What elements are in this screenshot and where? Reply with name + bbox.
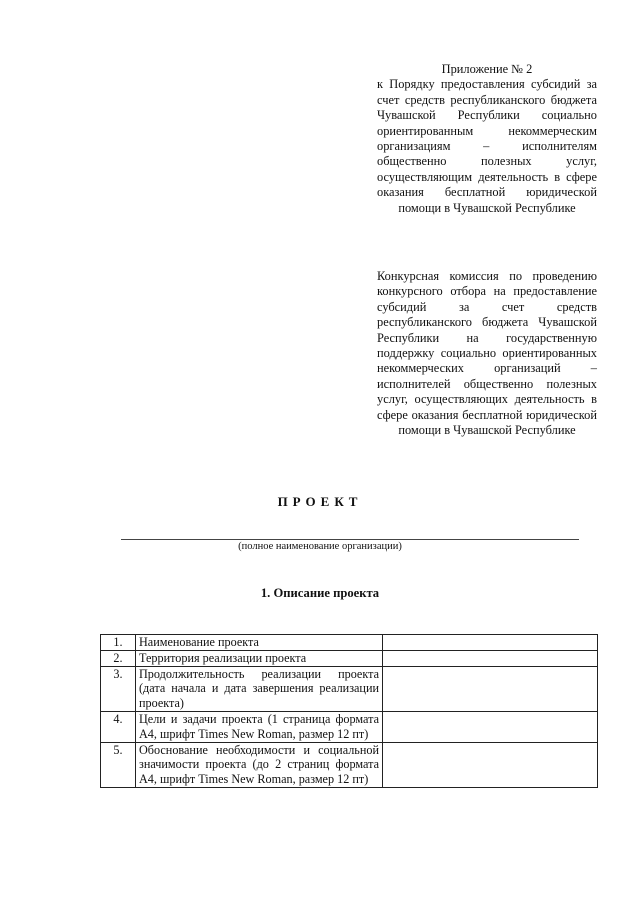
row-number: 2.	[101, 650, 136, 666]
project-description-table	[100, 634, 598, 788]
organization-name-caption: (полное наименование организации)	[238, 541, 402, 552]
row-number: 1.	[101, 635, 136, 651]
appendix-text: к Порядку предоставления субсидий за счет средств республиканского бюджета Чувашской Республики социально ориентированным некоммерческим организациям – исполнителям общественно полезных услуг, осуществляющим деятельность в сфере оказания бесплатной юридической помощи в Чувашской Республике	[377, 77, 597, 215]
row-number: 5.	[101, 742, 136, 787]
row-value	[383, 742, 598, 787]
row-label: Обоснование необходимости и социальной значимости проекта (до 2 страниц формата А4, шрифт Times New Roman, размер 12 пт)	[136, 742, 383, 787]
document-title: ПРОЕКТ	[277, 494, 363, 509]
row-label: Продолжительность реализации проекта (дата начала и дата завершения реализации проекта)	[136, 666, 383, 711]
row-value	[383, 650, 598, 666]
row-value	[383, 666, 598, 711]
row-label: Цели и задачи проекта (1 страница формата А4, шрифт Times New Roman, размер 12 пт)	[136, 711, 383, 742]
table-row	[101, 711, 598, 742]
row-value	[383, 711, 598, 742]
appendix-heading: Приложение № 2	[441, 62, 533, 76]
table-row	[101, 742, 598, 787]
commission-addressee: Конкурсная комиссия по проведению конкурсного отбора на предоставление субсидий за счет средств республиканского бюджета Чувашской Республики на государственную поддержку социально ориентированных некоммерческих организаций – исполнителей общественно полезных услуг, осуществляющих деятельность в сфере оказания бесплатной юридической помощи в Чувашской Республике	[377, 269, 597, 438]
row-number: 3.	[101, 666, 136, 711]
table-row	[101, 650, 598, 666]
table-row	[101, 635, 598, 651]
section-title: 1. Описание проекта	[260, 586, 380, 600]
table-row	[101, 666, 598, 711]
row-label: Наименование проекта	[136, 635, 383, 651]
row-label: Территория реализации проекта	[136, 650, 383, 666]
row-value	[383, 635, 598, 651]
row-number: 4.	[101, 711, 136, 742]
organization-name-line	[121, 539, 579, 540]
appendix-block	[377, 62, 597, 216]
